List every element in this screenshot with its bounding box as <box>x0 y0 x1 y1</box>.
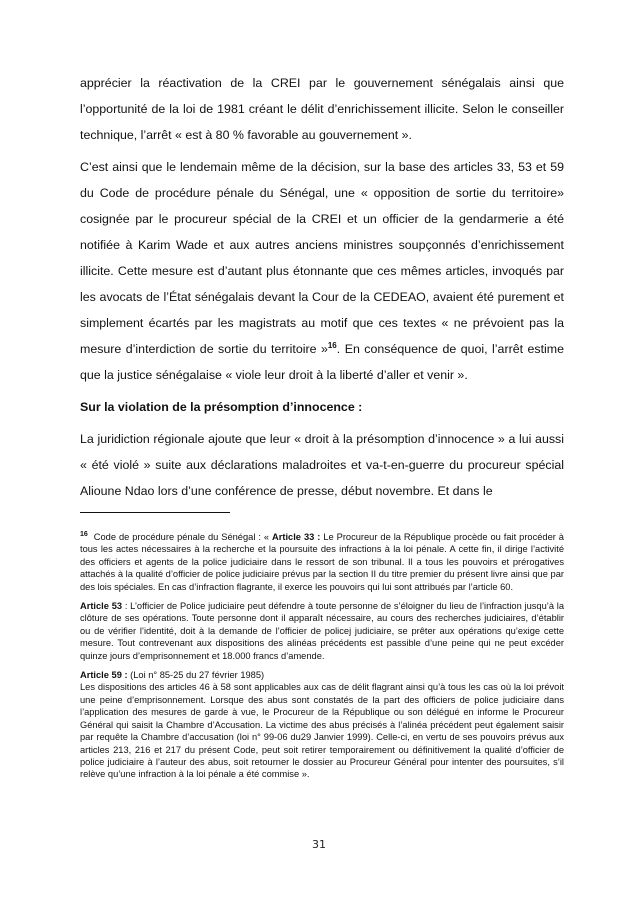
paragraph-4 <box>80 426 564 504</box>
document-page <box>80 70 564 788</box>
paragraph-1-text: apprécier la réactivation de la CREI par le gouvernement sénégalais ainsi que l’opportunité de la loi de 1981 créant le délit d’enrichissement illicite. Selon le conseiller technique, l’arrêt « est à 80 % favorable au gouvernement ». <box>80 76 564 142</box>
footnote-16 <box>80 531 564 593</box>
footnote-intro: Code de procédure pénale du Sénégal : « <box>93 532 270 542</box>
paragraph-3-text: En conséquence de quoi, l’arrêt estime que la justice sénégalaise « viole leur droit à la liberté d’aller et venir ». <box>80 342 564 382</box>
footnote-separator <box>80 512 230 513</box>
paragraph-2-text: C’est ainsi que le lendemain même de la décision, sur la base des articles 33, 53 et 59 du Code de procédure pénale du Sénégal, une « opposition de sortie du territoire» cosignée par le procureur spécial de la CREI et un officier de la gendarmerie a été notifiée à Karim Wade et aux autres anciens ministres soupçonnés d’enrichissement illicite. Cette mesure est d’autant plus étonnante que ces mêmes articles, invoqués par les avocats de l’État sénégalais devant la Cour de la CEDEAO, avaient été purement et simplement écartés par les magistrats au motif que ces textes « ne prévoient pas la mesure d’interdiction de sortie du territoire » <box>80 160 564 356</box>
footnote-article-53 <box>80 600 564 662</box>
paragraph-4-text: La juridiction régionale ajoute que leur « droit à la présomption d’innocence » a lui aussi « été violé » suite aux déclarations maladroites et va-t-en-guerre du procureur spécial Alioune Ndao lors d’une conférence de presse, début novembre. Et dans le <box>80 432 564 498</box>
article-59-label: Article 59 : <box>80 670 128 681</box>
article-53-text: : L’officier de Police judiciaire peut défendre à toute personne de s’éloigner du lieu de l’infraction jusqu’à la clôture de ses opérations. Toute personne dont il apparaît nécessaire, au cours des recherches judiciaires, d’établir ou de vérifier l’identité, doit à la demande de l’officier de policej judiciaire, se prêter aux opérations qu’exige cette mesure. Tout contrevenant aux dispositions des alinéas précédents est passible d’une peine qui ne peut excéder quinze jours d’emprisonnement et 18.000 francs d’amende. <box>80 601 564 661</box>
article-53-label: Article 53 <box>80 601 123 612</box>
article-59-text: Les dispositions des articles 46 à 58 sont applicables aux cas de délit flagrant ainsi qu’à tous les cas où la loi prévoit une peine d’emprisonnement. Lorsque des abus sont constatés de la part des officiers de police judiciaire dans l’application des mesures de garde à vue, le Procureur de la République ou son délégué en informe le Procureur Général qui saisit la Chambre d’Accusation. La victime des abus précisés à l’alinéa précédent peut également saisir par requête la Chambre d’accusation (loi n° 99-06 du29 Janvier 1999). Celle-ci, en vertu de ses pouvoirs prévus aux articles 213, 216 et 217 du présent Code, peut soit retirer temporairement ou définitivement la qualité d’officier de police judiciaire à l’auteur des abus, soit retourner le dossier au Procureur Général pour intenter des poursuites, s’il relève qu’une infraction à la loi pénale a été commise ». <box>80 682 564 780</box>
section-heading: Sur la violation de la présomption d’innocence : <box>80 400 363 414</box>
footnote-reference-16[interactable]: 16 <box>327 340 337 350</box>
page-number: 31 <box>312 838 326 851</box>
article-33-text: Le Procureur de la République procède ou fait procéder à tous les actes nécessaires à la recherche et la poursuite des infractions à la loi pénale. A cette fin, il dirige l’activité des officiers et agents de la police judiciaire dans le ressort de son tribunal. Il a tous les pouvoirs et prérogatives attachés à la qualité d’officier de police judiciaire prévus par la section II du titre premier du présent livre ainsi que par des lois spéciales. En cas d’infraction flagrante, il exerce les pouvoirs qui lui sont attribués par l’article 60. <box>80 532 564 592</box>
footnote-number: 16 <box>80 530 88 538</box>
paragraph-1 <box>80 70 564 148</box>
article-33-label: Article 33 : <box>272 532 321 542</box>
article-59-note: (Loi n° 85-25 du 27 février 1985) <box>130 670 265 681</box>
paragraph-2-end: . <box>336 342 341 356</box>
paragraph-2 <box>80 154 564 388</box>
footnote-article-59 <box>80 669 564 781</box>
